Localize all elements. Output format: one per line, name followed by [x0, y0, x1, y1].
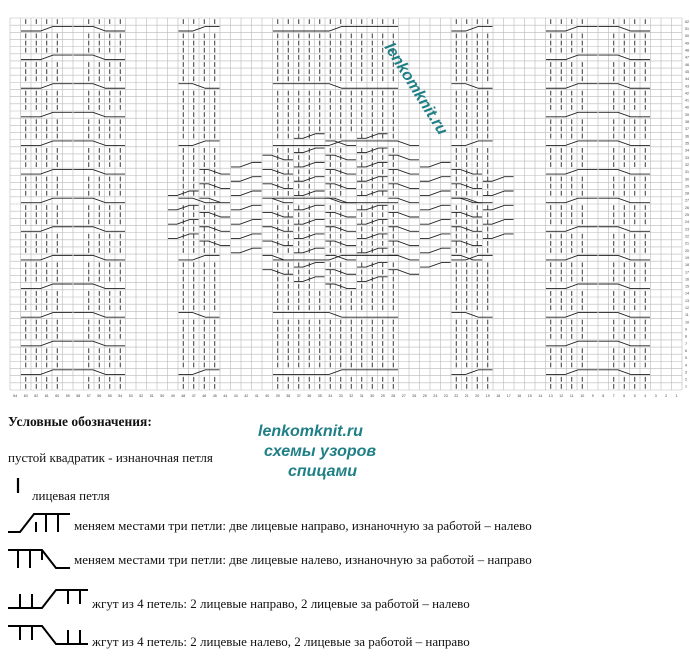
- cable-cross-mark: [231, 162, 262, 167]
- row-number: 29: [685, 184, 689, 189]
- column-number: 28: [391, 394, 396, 398]
- row-number: 37: [685, 127, 689, 132]
- legend-cross-left-3-text: меняем местами три петли: две лицевые налево, изнаночную за работой – направо: [74, 552, 532, 567]
- cable-cross-mark: [74, 141, 126, 146]
- cable-cross-mark: [599, 84, 651, 89]
- cable-cross-mark: [599, 284, 651, 289]
- row-number: 41: [685, 98, 689, 103]
- row-number: 15: [685, 284, 689, 289]
- row-number: 8: [685, 334, 687, 339]
- column-number: 31: [359, 394, 364, 398]
- cable-cross-mark: [74, 313, 126, 318]
- column-number: 52: [139, 394, 144, 398]
- row-number: 50: [685, 34, 689, 39]
- row-number: 39: [685, 112, 689, 117]
- cable-cross-mark: [74, 255, 126, 260]
- cable-4-right-icon: [6, 586, 90, 612]
- row-number: 30: [685, 177, 689, 182]
- row-number: 25: [685, 213, 689, 218]
- column-number: 22: [454, 394, 459, 398]
- column-number: 3: [654, 394, 657, 398]
- cable-cross-mark: [546, 255, 598, 260]
- row-number: 31: [685, 170, 689, 175]
- column-number: 53: [128, 394, 133, 398]
- cable-cross-mark: [74, 198, 126, 203]
- cable-cross-mark: [231, 205, 262, 210]
- cable-cross-mark: [389, 255, 420, 260]
- legend-cross-right-3-text: меняем местами три петли: две лицевые направо, изнаночную за работой – налево: [74, 518, 532, 533]
- column-number: 32: [349, 394, 354, 398]
- column-number: 58: [76, 394, 81, 398]
- knit-stitch-icon: [14, 476, 22, 496]
- cable-cross-mark: [74, 284, 126, 289]
- legend-cable-4-left-text: жгут из 4 петель: 2 лицевые налево, 2 лицевые за работой – направо: [92, 634, 470, 649]
- cable-cross-mark: [546, 141, 598, 146]
- watermark-line-2: схемы узоров: [264, 443, 377, 460]
- column-number: 13: [548, 394, 553, 398]
- cable-cross-mark: [420, 220, 451, 225]
- cable-cross-mark: [420, 177, 451, 182]
- cable-cross-mark: [546, 55, 598, 60]
- cable-cross-mark: [74, 55, 126, 60]
- cable-cross-mark: [389, 198, 420, 203]
- column-number: 30: [370, 394, 375, 398]
- row-number: 17: [685, 270, 689, 275]
- row-number: 7: [685, 341, 687, 346]
- row-number: 13: [685, 298, 689, 303]
- cable-cross-mark: [599, 170, 651, 175]
- cable-cross-mark: [546, 227, 598, 232]
- column-number: 35: [317, 394, 322, 398]
- row-number: 36: [685, 134, 689, 139]
- row-number: 5: [685, 356, 687, 361]
- cable-cross-mark: [74, 370, 126, 375]
- column-number: 5: [633, 394, 636, 398]
- cable-cross-mark: [231, 177, 262, 182]
- column-number: 62: [34, 394, 39, 398]
- cable-cross-mark: [599, 55, 651, 60]
- row-number: 34: [685, 148, 689, 153]
- column-number: 25: [422, 394, 427, 398]
- legend-cable-4-right-text: жгут из 4 петель: 2 лицевые направо, 2 лицевые за работой – налево: [92, 596, 470, 611]
- column-number: 37: [296, 394, 301, 398]
- column-number: 61: [44, 394, 49, 398]
- row-number: 40: [685, 105, 689, 110]
- column-number: 56: [97, 394, 102, 398]
- row-number: 12: [685, 306, 689, 311]
- column-number: 23: [443, 394, 448, 398]
- row-number: 9: [685, 327, 687, 332]
- row-number: 3: [685, 370, 687, 375]
- cable-cross-mark: [74, 341, 126, 346]
- row-number: 27: [685, 198, 689, 203]
- row-number: 44: [685, 77, 689, 82]
- column-number: 64: [13, 394, 18, 398]
- row-number: 19: [685, 255, 689, 260]
- cable-cross-mark: [231, 191, 262, 196]
- row-number: 20: [685, 248, 689, 253]
- column-number: 26: [412, 394, 417, 398]
- column-number: 4: [644, 394, 647, 398]
- row-number: 51: [685, 27, 689, 32]
- row-number: 49: [685, 41, 689, 46]
- cable-cross-mark: [231, 234, 262, 239]
- column-number: 44: [223, 394, 228, 398]
- column-number: 46: [202, 394, 207, 398]
- legend-knit-text: лицевая петля: [32, 488, 110, 503]
- cross-right-3-icon: [6, 510, 72, 536]
- cable-cross-mark: [599, 341, 651, 346]
- cross-left-3-icon: [6, 546, 72, 572]
- column-number: 29: [380, 394, 385, 398]
- cable-cross-mark: [599, 141, 651, 146]
- column-number: 11: [569, 394, 574, 398]
- column-number: 59: [65, 394, 70, 398]
- cable-cross-mark: [599, 198, 651, 203]
- row-number: 23: [685, 227, 689, 232]
- row-number: 42: [685, 91, 689, 96]
- column-number: 15: [527, 394, 532, 398]
- row-number: 35: [685, 141, 689, 146]
- column-number: 55: [107, 394, 112, 398]
- cable-cross-mark: [599, 313, 651, 318]
- column-number: 49: [170, 394, 175, 398]
- cable-cross-mark: [546, 26, 598, 31]
- column-number: 27: [401, 394, 406, 398]
- cable-cross-mark: [263, 255, 294, 260]
- row-number: 52: [685, 19, 689, 24]
- legend-watermark: [258, 422, 376, 482]
- cable-cross-mark: [74, 227, 126, 232]
- cable-cross-mark: [420, 162, 451, 167]
- column-number: 38: [286, 394, 291, 398]
- cable-cross-mark: [21, 255, 73, 260]
- cable-cross-mark: [420, 234, 451, 239]
- column-number: 39: [275, 394, 280, 398]
- column-number: 10: [580, 394, 585, 398]
- cable-cross-mark: [599, 255, 651, 260]
- cable-cross-mark: [21, 313, 73, 318]
- cable-cross-mark: [231, 220, 262, 225]
- row-number: 11: [685, 313, 689, 318]
- cable-cross-mark: [74, 84, 126, 89]
- column-number: 36: [307, 394, 312, 398]
- column-number: 19: [485, 394, 490, 398]
- cable-4-left-icon: [6, 622, 90, 648]
- row-number: 47: [685, 55, 689, 60]
- row-number: 14: [685, 291, 689, 296]
- column-number: 2: [665, 394, 668, 398]
- cable-cross-mark: [546, 284, 598, 289]
- column-number: 40: [265, 394, 270, 398]
- watermark-line-3: спицами: [288, 463, 358, 480]
- row-number: 22: [685, 234, 689, 239]
- column-number: 20: [475, 394, 480, 398]
- row-number: 2: [685, 377, 687, 382]
- column-number: 51: [149, 394, 154, 398]
- column-number: 14: [538, 394, 543, 398]
- column-number: 8: [602, 394, 605, 398]
- cable-cross-mark: [599, 112, 651, 117]
- row-number: 32: [685, 162, 689, 167]
- column-number: 9: [591, 394, 594, 398]
- row-number: 21: [685, 241, 689, 246]
- watermark-line-1: lenkomknit.ru: [258, 423, 363, 440]
- column-number: 24: [433, 394, 438, 398]
- cable-cross-mark: [546, 313, 598, 318]
- cable-cross-mark: [21, 198, 73, 203]
- cable-cross-mark: [546, 198, 598, 203]
- row-number: 16: [685, 277, 689, 282]
- cable-cross-mark: [263, 198, 294, 203]
- cable-cross-mark: [21, 284, 73, 289]
- row-number: 28: [685, 191, 689, 196]
- cable-cross-mark: [21, 227, 73, 232]
- column-number: 33: [338, 394, 343, 398]
- cable-cross-mark: [21, 26, 73, 31]
- legend-panel: [0, 400, 690, 659]
- row-number: 38: [685, 120, 689, 125]
- column-number: 41: [254, 394, 259, 398]
- legend-title: Условные обозначения:: [8, 414, 152, 429]
- cable-cross-mark: [420, 263, 451, 268]
- column-number: 48: [181, 394, 186, 398]
- cable-cross-mark: [21, 341, 73, 346]
- row-number: 1: [685, 384, 687, 389]
- cable-cross-mark: [389, 141, 420, 146]
- cable-cross-mark: [420, 248, 451, 253]
- cable-cross-mark: [546, 370, 598, 375]
- cable-cross-mark: [21, 55, 73, 60]
- cable-cross-mark: [74, 170, 126, 175]
- cable-cross-mark: [420, 205, 451, 210]
- cable-cross-mark: [21, 141, 73, 146]
- cable-cross-mark: [599, 26, 651, 31]
- column-number: 43: [233, 394, 238, 398]
- row-number: 6: [685, 348, 687, 353]
- column-number: 47: [191, 394, 196, 398]
- cable-cross-mark: [231, 248, 262, 253]
- column-number: 18: [496, 394, 501, 398]
- row-number: 26: [685, 205, 689, 210]
- column-number: 45: [212, 394, 217, 398]
- column-number: 34: [328, 394, 333, 398]
- row-number: 4: [685, 363, 687, 368]
- row-number: 33: [685, 155, 689, 160]
- cable-cross-mark: [74, 26, 126, 31]
- row-number: 24: [685, 220, 689, 225]
- cable-cross-mark: [599, 227, 651, 232]
- column-number: 7: [612, 394, 615, 398]
- column-number: 1: [675, 394, 678, 398]
- column-number: 16: [517, 394, 522, 398]
- cable-cross-mark: [546, 341, 598, 346]
- column-number: 6: [623, 394, 626, 398]
- column-number: 17: [506, 394, 511, 398]
- cable-cross-mark: [21, 112, 73, 117]
- column-number: 21: [464, 394, 469, 398]
- row-number: 43: [685, 84, 689, 89]
- cable-cross-mark: [546, 84, 598, 89]
- column-number: 50: [160, 394, 165, 398]
- cable-cross-mark: [74, 112, 126, 117]
- row-number: 18: [685, 263, 689, 268]
- grid-lines: [10, 18, 682, 390]
- legend-purl-text: пустой квадратик - изнаночная петля: [8, 450, 213, 465]
- cable-cross-mark: [599, 370, 651, 375]
- column-number: 57: [86, 394, 91, 398]
- cable-cross-mark: [546, 170, 598, 175]
- column-number: 12: [559, 394, 564, 398]
- row-number: 48: [685, 48, 689, 53]
- cable-cross-mark: [420, 191, 451, 196]
- cable-cross-mark: [546, 112, 598, 117]
- row-number: 45: [685, 69, 689, 74]
- column-number: 54: [118, 394, 123, 398]
- column-number: 60: [55, 394, 60, 398]
- column-number: 63: [23, 394, 28, 398]
- row-number: 46: [685, 62, 689, 67]
- cable-cross-mark: [21, 84, 73, 89]
- cable-cross-mark: [21, 170, 73, 175]
- row-number: 10: [685, 320, 689, 325]
- cable-cross-mark: [21, 370, 73, 375]
- chart-watermark: lenkomknit.ru: [380, 40, 451, 138]
- column-number: 42: [244, 394, 249, 398]
